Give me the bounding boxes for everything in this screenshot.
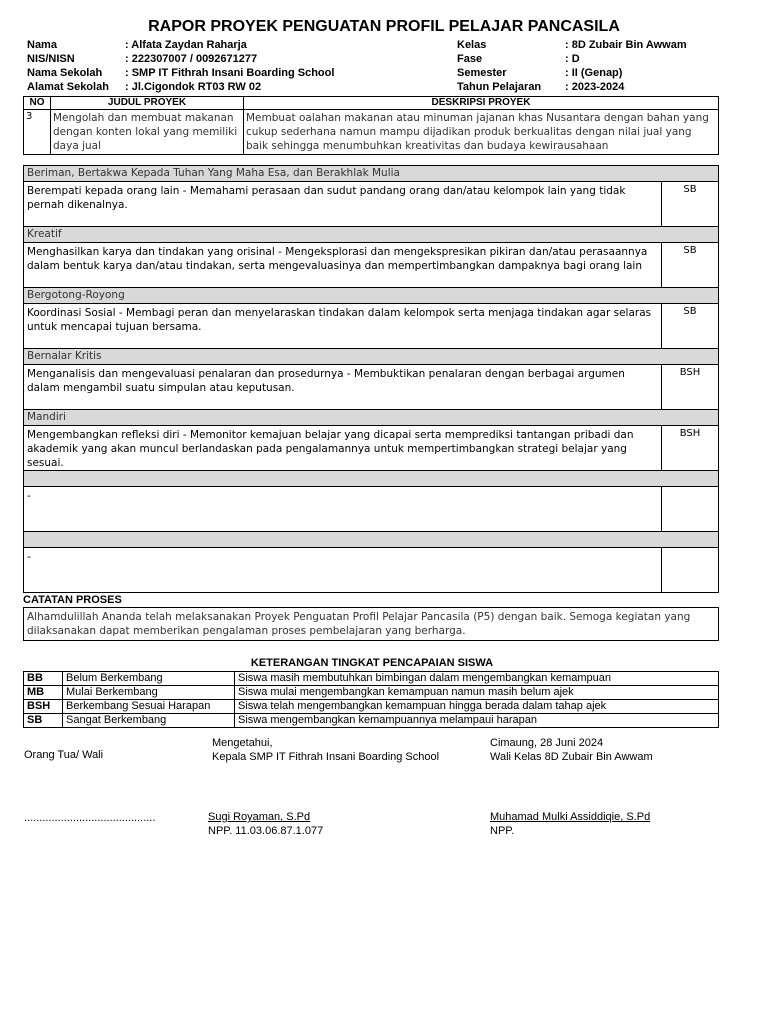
headmaster-name: Sugi Royaman, S.Pd <box>208 811 311 823</box>
info-label: NIS/NISN <box>27 53 75 65</box>
info-value: : 222307007 / 0092671277 <box>125 53 258 65</box>
info-label: Nama Sekolah <box>27 67 103 79</box>
info-label: Semester <box>457 67 507 79</box>
level-desc: Siswa mengembangkan kemampuannya melampaui harapan <box>235 714 719 728</box>
dimension-desc: Mengembangkan refleksi diri - Memonitor kemajuan belajar yang dicapai serta memprediksi tantangan pribadi dan akademik yang akan muncul berlandaskan pada pengalamannya untuk mempertimbangkan strategi belajar yang sesuai. <box>24 426 662 471</box>
dimension-desc: Menghasilkan karya dan tindakan yang orisinal - Mengeksplorasi dan mengekspresikan pikiran dan/atau perasaannya dalam bentuk karya dan/atau tindakan, serta mengevaluasinya dan mempertimbangkan dampaknya bagi orang lain <box>24 243 662 288</box>
dimension-section <box>23 348 719 410</box>
dimension-grade: BSH <box>679 428 701 439</box>
project-title: Mengolah dan membuat makanan dengan konten lokal yang memiliki daya jual <box>51 110 244 155</box>
col-no-header: NO <box>24 97 51 110</box>
level-code: MB <box>24 686 63 700</box>
info-value: : Alfata Zaydan Raharja <box>125 39 247 51</box>
catatan-text: Alhamdulillah Ananda telah melaksanakan Proyek Penguatan Profil Pelajar Pancasila (P5) dengan baik. Semoga kegiatan yang dilaksanakan dapat memberikan pengalaman proses pembelajaran yang berharga. <box>23 607 719 641</box>
info-value: : Jl.Cigondok RT03 RW 02 <box>125 81 262 93</box>
keterangan-row <box>24 672 719 686</box>
dimension-grade <box>662 548 718 593</box>
dimension-section <box>23 287 719 349</box>
student-info-right <box>457 38 687 94</box>
project-desc: Membuat oalahan makanan atau minuman jajanan khas Nusantara dengan bahan yang cukup sederhana namun mampu dijadikan produk berkualitas dengan nilai jual yang baik sehingga menumbuhkan kreativitas dan budaya kewirausahaan <box>244 110 719 155</box>
student-info-left <box>27 38 334 94</box>
info-label: Nama <box>27 39 57 51</box>
project-table <box>23 96 719 155</box>
dimension-grade: SB <box>683 245 697 256</box>
dimension-desc: Koordinasi Sosial - Membagi peran dan menyelaraskan tindakan dalam kelompok serta menjaga tindakan agar selaras untuk mencapai tujuan bersama. <box>24 304 662 349</box>
dimension-grade: BSH <box>679 367 701 378</box>
level-desc: Siswa telah mengembangkan kemampuan hingga berada dalam tahap ajek <box>235 700 719 714</box>
dimension-header: Beriman, Bertakwa Kepada Tuhan Yang Maha Esa, dan Berakhlak Mulia <box>24 166 718 182</box>
teacher-npp: NPP. <box>490 825 515 837</box>
dimension-desc: - <box>24 548 662 593</box>
dimension-section <box>23 531 719 593</box>
teacher-name: Muhamad Mulki Assiddiqie, S.Pd <box>490 811 651 823</box>
headmaster-role: Kepala SMP IT Fithrah Insani Boarding School <box>212 751 440 763</box>
info-value: : SMP IT Fithrah Insani Boarding School <box>125 67 335 79</box>
keterangan-row <box>24 686 719 700</box>
place-date: Cimaung, 28 Juni 2024 <box>490 737 604 749</box>
info-label: Alamat Sekolah <box>27 81 109 93</box>
info-value: : II (Genap) <box>565 67 623 79</box>
dimension-header <box>24 471 718 487</box>
level-code: BB <box>24 672 63 686</box>
col-title-header: JUDUL PROYEK <box>51 97 244 110</box>
level-desc: Siswa masih membutuhkan bimbingan dalam mengembangkan kemampuan <box>235 672 719 686</box>
dimension-grade: SB <box>683 184 697 195</box>
report-title: RAPOR PROYEK PENGUATAN PROFIL PELAJAR PANCASILA <box>148 18 620 35</box>
keterangan-row <box>24 714 719 728</box>
dimension-section <box>23 226 719 288</box>
info-value: : D <box>565 53 580 65</box>
dimension-grade <box>662 487 718 532</box>
level-code: SB <box>24 714 63 728</box>
dimension-header: Bergotong-Royong <box>24 288 718 304</box>
dimension-header: Mandiri <box>24 410 718 426</box>
mengetahui-label: Mengetahui, <box>212 737 273 749</box>
keterangan-row <box>24 700 719 714</box>
dimension-desc: Berempati kepada orang lain - Memahami perasaan dan sudut pandang orang dan/atau kelompok lain yang tidak pernah dikenalnya. <box>24 182 662 227</box>
project-no: 3 <box>24 110 51 155</box>
dimension-section <box>23 409 719 471</box>
keterangan-title: KETERANGAN TINGKAT PENCAPAIAN SISWA <box>250 657 494 669</box>
info-label: Fase <box>457 53 483 65</box>
dimension-grade: SB <box>683 306 697 317</box>
headmaster-npp: NPP. 11.03.06.87.1.077 <box>208 825 324 837</box>
col-desc-header: DESKRIPSI PROYEK <box>244 97 719 110</box>
level-name: Berkembang Sesuai Harapan <box>63 700 235 714</box>
dimension-section <box>23 470 719 532</box>
dimension-header <box>24 532 718 548</box>
dimension-header: Bernalar Kritis <box>24 349 718 365</box>
dimension-desc: - <box>24 487 662 532</box>
keterangan-table <box>23 671 719 728</box>
dimension-header: Kreatif <box>24 227 718 243</box>
info-value: : 2023-2024 <box>565 81 625 93</box>
level-code: BSH <box>24 700 63 714</box>
parent-signature-line: ........................................... <box>24 812 156 824</box>
info-value: : 8D Zubair Bin Awwam <box>565 39 687 51</box>
catatan-title: CATATAN PROSES <box>23 594 122 606</box>
info-label: Kelas <box>457 39 487 51</box>
dimension-desc: Menganalisis dan mengevaluasi penalaran dan prosedurnya - Membuktikan penalaran dengan berbagai argumen dalam mengambil suatu simpulan atau keputusan. <box>24 365 662 410</box>
level-name: Mulai Berkembang <box>63 686 235 700</box>
teacher-role: Wali Kelas 8D Zubair Bin Awwam <box>490 751 653 763</box>
level-name: Belum Berkembang <box>63 672 235 686</box>
level-name: Sangat Berkembang <box>63 714 235 728</box>
dimension-section <box>23 165 719 227</box>
info-label: Tahun Pelajaran <box>457 81 542 93</box>
level-desc: Siswa mulai mengembangkan kemampuan namun masih belum ajek <box>235 686 719 700</box>
parent-label: Orang Tua/ Wali <box>24 749 104 761</box>
